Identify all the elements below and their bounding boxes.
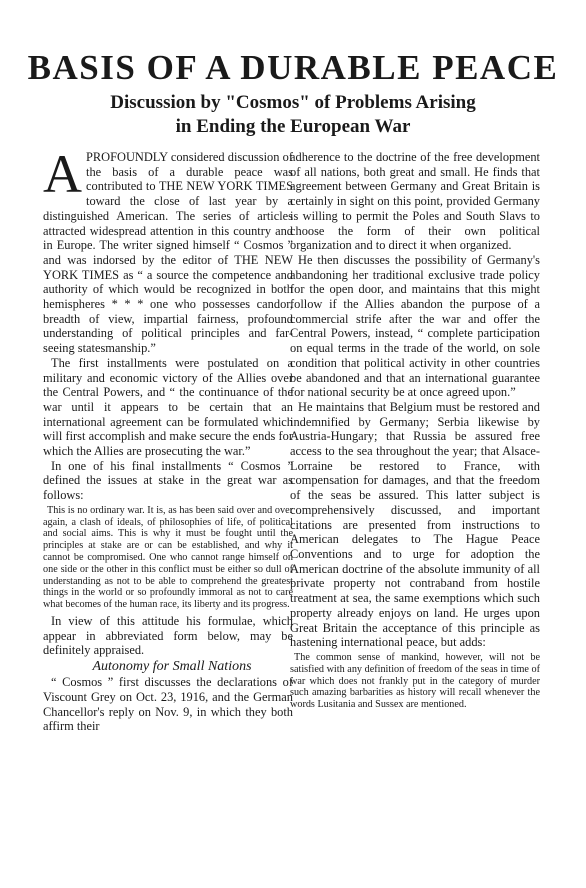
left-paragraph-1-text: PROFOUNDLY considered discussion of the basis of a durable peace was contributed to THE NEW YORK TIMES toward the close of last year by a distinguished American. The series of articles attracted widespread attention in this country and in Europe. The writer signed himself “ Cosmos ” and was indorsed by the editor of THE NEW YORK TIMES as “ a source the competence and authority of which would be recognized in both hemispheres * * * one who possesses candor, breadth of view, impartial fairness, profound understanding of political principles and far-seeing statesmanship.” [43, 150, 293, 356]
right-paragraph-3: He maintains that Belgium must be restored and indemnified by Germany; Serbia likewise by Austria-Hungary; that Russia be assured free access to the sea throughout the year; that Alsace-Lorraine be restored to France, with compensation for damages, and that the freedom of the seas be assured. This latter subject is comprehensively discussed, and important citations are presented from instructions to American delegates to The Hague Peace Conventions and to urge for adoption the American doctrine of the absolute immunity of all private property not contraband from hostile treatment at sea, the same exemptions which such property already enjoys on land. He urges upon Great Britain the acceptance of this principle as hastening international peace, but adds: [290, 399, 540, 650]
section-heading: Autonomy for Small Nations [92, 659, 252, 675]
left-paragraph-2: The first installments were postulated on a military and economic victory of the Allies over the Central Powers, and “ the continuance of the war until it appears to be certain that an international agreement can be formulated which will first accomplish and make secure the ends for which the Allies are prosecuting the war.” [43, 355, 293, 459]
left-paragraph-5: “ Cosmos ” first discusses the declarations of Viscount Grey on Oct. 23, 1916, and the German Chancellor's reply on Nov. 9, in which they both affirm their [43, 675, 293, 734]
left-paragraph-1 [43, 144, 293, 356]
article-subtitle-line-2: in Ending the European War [175, 116, 411, 137]
right-column [290, 150, 540, 714]
left-paragraph-3: In one of his final installments “ Cosmos ” defined the issues at stake in the great war as follows: [43, 458, 293, 503]
left-block-quote: This is no ordinary war. It is, as has been said over and over again, a clash of ideals, of philosophies of life, of political and social aims. This is why it must be fought until the principles at stake are or can be established, and why it cannot be compromised. One who cannot range himself on one side or the other in this conflict must be either so dull of understanding as not to be able to comprehend the greatest things in the world or so profoundly immoral as not to care what becomes of the human race, its liberty and its progress. [43, 504, 293, 611]
article-subtitle-line-1: Discussion by "Cosmos" of Problems Arising [110, 92, 476, 113]
right-block-quote: The common sense of mankind, however, will not be satisfied with any definition of freedom of the seas in time of war which does not frankly put in the category of murder such amazing barbarities as history will recall whenever the words Lusitania and Sussex are mentioned. [290, 651, 540, 711]
right-paragraph-2: He then discusses the possibility of Germany's abandoning her traditional exclusive trade policy for the open door, and maintains that this might follow if the Allies abandon the purpose of a commercial strife after the war and offer the Central Powers, instead, “ complete participation on equal terms in the trade of the world, on sole condition that political activity in other countries be abandoned and that an international guarantee for national security be at once agreed upon.” [290, 252, 540, 400]
left-column [43, 144, 293, 734]
article-title: BASIS OF A DURABLE PEACE [27, 48, 559, 87]
drop-cap: A [43, 144, 82, 204]
left-paragraph-4: In view of this attitude his formulae, which appear in abbreviated form below, may be definitely appraised. [43, 614, 293, 658]
right-paragraph-1: adherence to the doctrine of the free development of all nations, both great and small. He finds that agreement between Germany and Great Britain is certainly in sight on this point, provided Germany is willing to permit the Poles and South Slavs to choose the form of their own political organization and to direct it when organized. [290, 150, 540, 253]
